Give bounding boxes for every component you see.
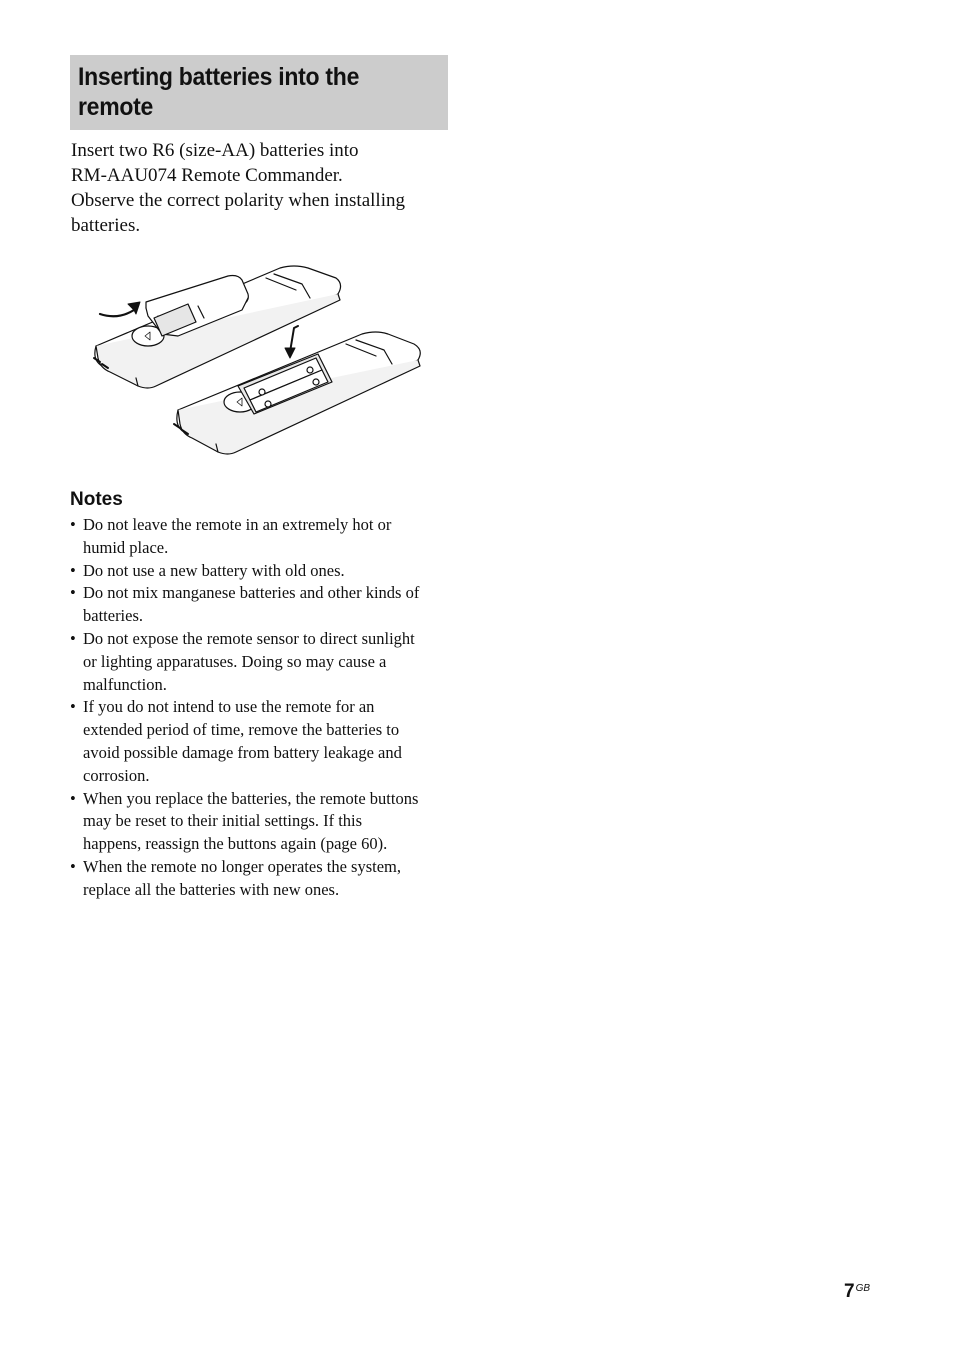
note-line: Do not expose the remote sensor to direct sunlight bbox=[83, 628, 415, 648]
note-line: Do not use a new battery with old ones. bbox=[83, 560, 345, 580]
list-item bbox=[70, 856, 460, 902]
note-line: extended period of time, remove the batteries to bbox=[83, 720, 400, 740]
bullet: • bbox=[70, 697, 76, 717]
list-item bbox=[70, 788, 460, 856]
arrow-icon bbox=[285, 326, 298, 358]
bullet: • bbox=[70, 515, 76, 534]
list-item bbox=[70, 696, 460, 787]
battery-insertion-illustration bbox=[88, 258, 428, 468]
section-header bbox=[70, 55, 448, 130]
intro-paragraph bbox=[71, 138, 451, 238]
bullet: • bbox=[70, 856, 76, 876]
notes-list bbox=[70, 514, 460, 902]
note-line: corrosion. bbox=[83, 765, 150, 785]
intro-line: batteries. bbox=[71, 215, 141, 236]
section-title bbox=[78, 62, 411, 122]
list-item bbox=[70, 560, 460, 583]
note-line: happens, reassign the buttons again (page 60). bbox=[83, 834, 388, 854]
note-line: When the remote no longer operates the system, bbox=[83, 856, 401, 876]
note-line: Do not mix manganese batteries and other kinds of bbox=[83, 583, 420, 603]
list-item bbox=[70, 582, 460, 628]
note-line: avoid possible damage from battery leakage and bbox=[83, 742, 402, 762]
bullet: • bbox=[70, 583, 76, 603]
bullet: • bbox=[70, 560, 76, 580]
intro-line: RM-AAU074 Remote Commander. bbox=[71, 165, 343, 186]
list-item bbox=[70, 628, 460, 696]
notes-heading: Notes bbox=[70, 489, 123, 510]
intro-line: Insert two R6 (size-AA) batteries into bbox=[71, 140, 359, 161]
note-line: or lighting apparatuses. Doing so may cause a bbox=[83, 651, 387, 671]
page-number-value: 7 bbox=[844, 1281, 855, 1302]
note-line: humid place. bbox=[83, 537, 169, 557]
intro-line: Observe the correct polarity when installing bbox=[71, 190, 405, 211]
page-number-suffix: GB bbox=[855, 1283, 871, 1294]
list-item bbox=[70, 514, 460, 560]
note-line: batteries. bbox=[83, 606, 144, 626]
page-number bbox=[844, 1281, 870, 1303]
bullet: • bbox=[70, 788, 76, 808]
section-title-line: Inserting batteries into the bbox=[78, 63, 360, 91]
arrow-icon bbox=[100, 302, 140, 316]
section-title-line: remote bbox=[78, 93, 154, 121]
note-line: malfunction. bbox=[83, 674, 167, 694]
note-line: replace all the batteries with new ones. bbox=[83, 879, 340, 899]
note-line: Do not leave the remote in an extremely hot or bbox=[83, 515, 392, 534]
note-line: If you do not intend to use the remote for an bbox=[83, 697, 375, 717]
note-line: may be reset to their initial settings. If this bbox=[83, 811, 363, 831]
note-line: When you replace the batteries, the remote buttons bbox=[83, 788, 419, 808]
bullet: • bbox=[70, 628, 76, 648]
